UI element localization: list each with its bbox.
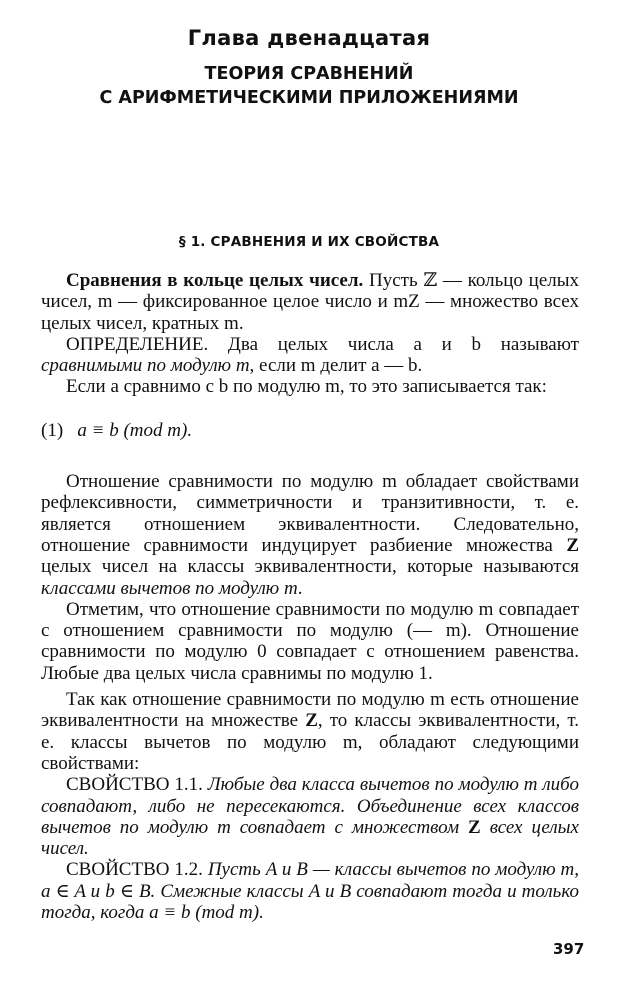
paragraph-4-text-3: .: [297, 577, 303, 599]
definition-text-1: Два целых числа a и b называют: [208, 333, 579, 355]
section-heading: § 1. СРАВНЕНИЯ И ИХ СВОЙСТВА: [178, 234, 440, 250]
property-1-2-label: СВОЙСТВО 1.2.: [66, 859, 203, 881]
paragraph-6-z: Z: [305, 710, 318, 732]
page-number: 397: [553, 940, 585, 958]
formula-1: [41, 420, 579, 441]
property-1-1-label: СВОЙСТВО 1.1.: [66, 774, 203, 796]
chapter-title-line-2: С АРИФМЕТИЧЕСКИМИ ПРИЛОЖЕНИЯМИ: [99, 88, 519, 108]
property-1-1-text-2: всех целых чисел.: [41, 816, 579, 860]
definition-text-2: , если m делит a — b.: [249, 355, 423, 377]
paragraph-5: Отметим, что отношение сравнимости по модулю m совпадает с отношением сравнимости по модулю (— m). Отношение сравнимости по модулю 0 совпадает с отношением равенства. Любые два целых числа сравнимы по модулю 1.: [41, 598, 579, 684]
formula-number: (1): [41, 419, 64, 441]
property-1-1-text-1: Любые два класса вычетов по модулю m либо совпадают, либо не пересекаются. Объединение всех классов вычетов по модулю m совпадает с множеством: [41, 774, 579, 838]
paragraph-1: [41, 270, 579, 334]
paragraph-6: [41, 689, 579, 774]
definition-label: ОПРЕДЕЛЕНИЕ.: [66, 333, 209, 355]
chapter-label: Глава двенадцатая: [187, 26, 431, 50]
formula-expression: a ≡ b (mod m).: [77, 419, 193, 441]
definition-paragraph: [41, 334, 579, 377]
paragraph-4-text-1: Отношение сравнимости по модулю m обладает свойствами рефлексивности, симметричности и транзитивности, т. е. является отношением эквивалентности. Следовательно, отношение сравнимости индуцирует разбиение множества: [41, 471, 579, 556]
paragraph-4-term: классами вычетов по модулю m: [41, 577, 298, 599]
property-1-1: [41, 774, 579, 859]
paragraph-3: Если a сравнимо с b по модулю m, то это записывается так:: [66, 376, 547, 398]
paragraph-4-text-2: целых чисел на классы эквивалентности, которые называются: [41, 556, 579, 578]
paragraph-6-text-1: Так как отношение сравнимости по модулю m есть отношение эквивалентности на множестве: [41, 689, 579, 732]
body-text: [41, 270, 579, 923]
paragraph-4-z: Z: [566, 534, 579, 556]
paragraph-1-lead: Сравнения в кольце целых чисел.: [66, 270, 364, 291]
property-1-1-z: Z: [468, 816, 481, 838]
chapter-title-line-1: ТЕОРИЯ СРАВНЕНИЙ: [204, 64, 414, 84]
chapter-title: [0, 62, 618, 110]
paragraph-1-text: Пусть ℤ — кольцо целых чисел, m — фиксированное целое число и mZ — множество всех целых чисел, кратных m.: [41, 270, 579, 334]
property-1-2-text: Пусть A и B — классы вычетов по модулю m, a ∈ A и b ∈ B. Смежные классы A и B совпадают тогда и только тогда, когда a ≡ b (mod m).: [41, 859, 579, 924]
definition-term: сравнимыми по модулю m: [41, 355, 250, 377]
paragraph-6-text-2: , то классы эквивалентности, т. е. классы вычетов по модулю m, обладают следующими свойствами:: [41, 710, 579, 774]
paragraph-4: [41, 471, 579, 599]
property-1-2: [41, 859, 579, 923]
